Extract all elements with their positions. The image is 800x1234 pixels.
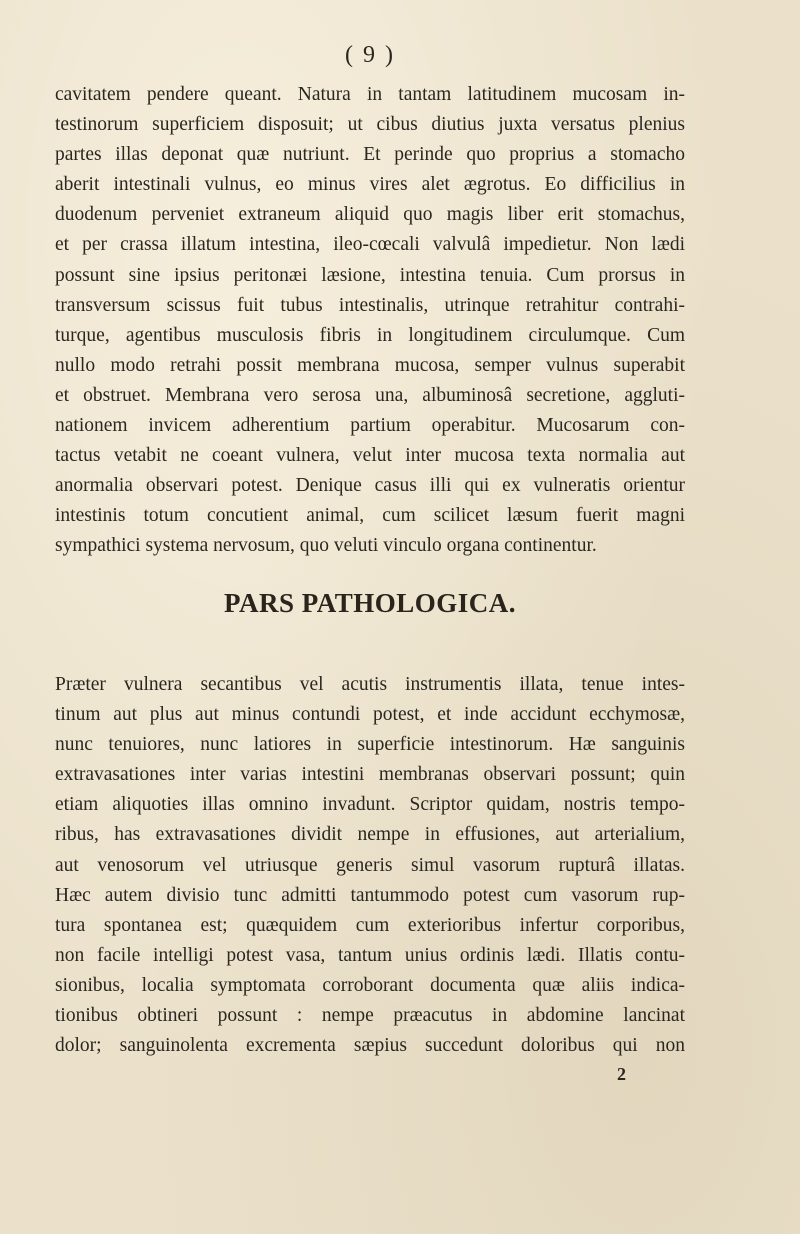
text-line: extravasationes inter varias intestini membranas observari possunt; quin bbox=[55, 764, 685, 786]
text-line: ribus, has extravasationes dividit nempe in effusiones, aut arterialium, bbox=[55, 824, 685, 846]
text-line: cavitatem pendere queant. Natura in tantam latitudinem mucosam in- bbox=[55, 84, 685, 105]
section-heading: PARS PATHOLOGICA. bbox=[223, 588, 516, 618]
text-line: Præter vulnera secantibus vel acutis instrumentis illata, tenue intes- bbox=[55, 674, 685, 695]
text-line: duodenum perveniet extraneum aliquid quo magis liber erit stomachus, bbox=[55, 204, 685, 226]
page-number: ( 9 ) bbox=[345, 42, 395, 68]
text-line: aut venosorum vel utriusque generis simul vasorum rupturâ illatas. bbox=[55, 854, 685, 876]
text-line: anormalia observari potest. Denique casus illi qui ex vulneratis orientur bbox=[55, 475, 685, 497]
text-line: dolor; sanguinolenta excrementa sæpius succedunt doloribus qui non bbox=[55, 1035, 685, 1057]
text-line: nullo modo retrahi possit membrana mucosa, semper vulnus superabit bbox=[55, 354, 685, 376]
text-line: turque, agentibus musculosis fibris in longitudinem circulumque. Cum bbox=[55, 324, 685, 346]
text-line: tactus vetabit ne coeant vulnera, velut inter mucosa texta normalia aut bbox=[55, 445, 685, 467]
text-line: intestinis totum concutient animal, cum scilicet læsum fuerit magni bbox=[55, 505, 685, 527]
text-line: tura spontanea est; quæquidem cum exterioribus infertur corporibus, bbox=[55, 914, 685, 936]
text-line: aberit intestinali vulnus, eo minus vires alet ægrotus. Eo difficilius in bbox=[55, 174, 685, 196]
text-line: partes illas deponat quæ nutriunt. Et perinde quo proprius a stomacho bbox=[55, 144, 685, 166]
text-line: nunc tenuiores, nunc latiores in superficie intestinorum. Hæ sanguinis bbox=[55, 734, 685, 756]
text-line: possunt sine ipsius peritonæi læsione, intestina tenuia. Cum prorsus in bbox=[55, 264, 685, 286]
text-line: transversum scissus fuit tubus intestinalis, utrinque retrahitur contrahi- bbox=[55, 294, 685, 316]
text-line: etiam aliquoties illas omnino invadunt. Scriptor quidam, nostris tempo- bbox=[55, 794, 685, 816]
text-line: tionibus obtineri possunt : nempe præacutus in abdomine lancinat bbox=[55, 1005, 685, 1027]
text-line: tinum aut plus aut minus contundi potest, et inde accidunt ecchymosæ, bbox=[55, 704, 685, 726]
text-line: sionibus, localia symptomata corroborant documenta quæ aliis indica- bbox=[55, 974, 685, 996]
text-line: et per crassa illatum intestina, ileo-cœcali valvulâ impedietur. Non lædi bbox=[55, 234, 685, 256]
text-line: et obstruet. Membrana vero serosa una, albuminosâ secretione, aggluti- bbox=[55, 384, 685, 406]
text-line: non facile intelligi potest vasa, tantum unius ordinis lædi. Illatis contu- bbox=[55, 944, 685, 966]
text-line: nationem invicem adherentium partium operabitur. Mucosarum con- bbox=[55, 415, 685, 437]
text-line: testinorum superficiem disposuit; ut cibus diutius juxta versatus plenius bbox=[55, 114, 685, 136]
paragraph-1 bbox=[55, 80, 685, 562]
paragraph-2 bbox=[55, 670, 685, 1061]
text-line: sympathici systema nervosum, quo veluti vinculo organa continentur. bbox=[55, 535, 597, 557]
signature-mark: 2 bbox=[617, 1064, 626, 1084]
text-line: Hæc autem divisio tunc admitti tantummodo potest cum vasorum rup- bbox=[55, 884, 685, 906]
